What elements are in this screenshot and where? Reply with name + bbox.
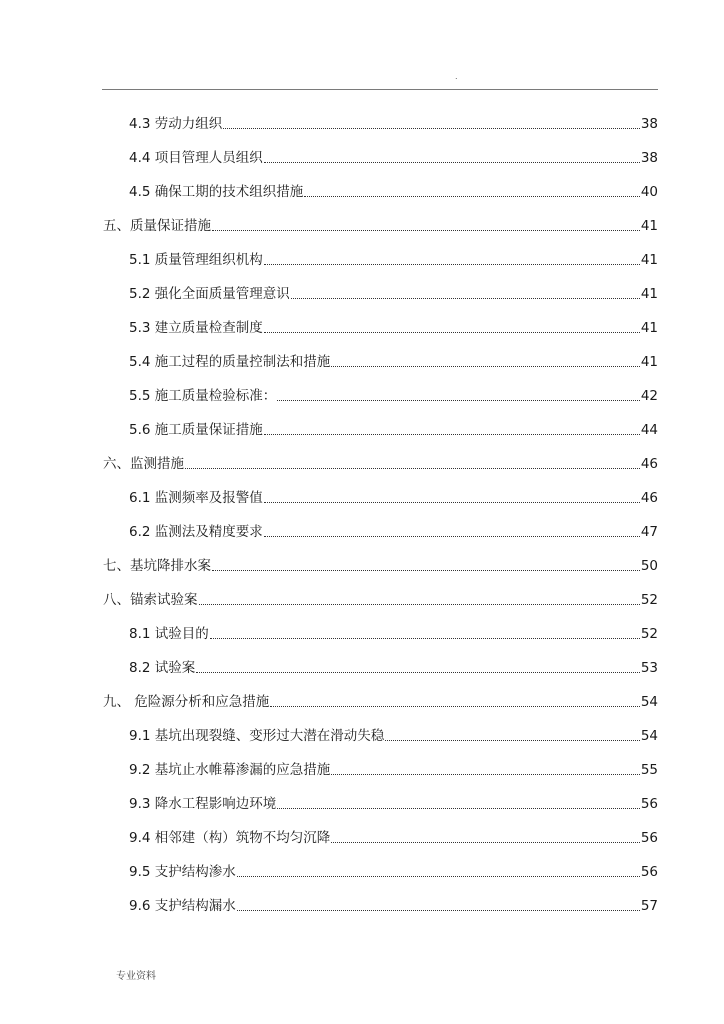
toc-entry-page-number: 42 [640,388,658,404]
toc-entry[interactable] [129,624,658,644]
toc-entry-page-number: 40 [640,184,658,200]
toc-entry[interactable] [129,862,658,882]
toc-entry-page-number: 41 [640,218,658,234]
toc-entry[interactable] [129,488,658,508]
toc-entry[interactable] [103,692,658,712]
toc-dot-leader [210,638,640,639]
toc-entry[interactable] [129,114,658,134]
toc-dot-leader [385,740,640,741]
toc-entry[interactable] [129,148,658,168]
toc-dot-leader [199,604,640,605]
toc-entry-page-number: 57 [640,898,658,914]
toc-entry[interactable] [129,250,658,270]
toc-entry-page-number: 46 [640,456,658,472]
toc-entry-title: 八、锚索试验案 [103,592,198,608]
toc-entry[interactable] [103,216,658,236]
toc-entry-page-number: 38 [640,150,658,166]
toc-dot-leader [304,196,640,197]
toc-entry[interactable] [129,896,658,916]
toc-entry-title: 4.5 确保工期的技术组织措施 [129,184,304,200]
toc-entry[interactable] [129,420,658,440]
toc-entry-page-number: 53 [640,660,658,676]
toc-entry-title: 4.4 项目管理人员组织 [129,150,263,166]
toc-dot-leader [237,910,640,911]
toc-dot-leader [212,570,640,571]
toc-entry[interactable] [103,556,658,576]
toc-entry-page-number: 52 [640,592,658,608]
toc-entry-title: 8.1 试验目的 [129,626,209,642]
toc-entry[interactable] [129,522,658,542]
toc-dot-leader [331,366,640,367]
toc-dot-leader [264,536,640,537]
toc-dot-leader [264,264,640,265]
toc-dot-leader [291,298,640,299]
toc-entry-title: 5.1 质量管理组织机构 [129,252,263,268]
toc-entry[interactable] [129,318,658,338]
toc-entry-page-number: 52 [640,626,658,642]
toc-entry-page-number: 50 [640,558,658,574]
toc-entry-title: 六、监测措施 [103,456,184,472]
toc-entry-title: 5.4 施工过程的质量控制法和措施 [129,354,331,370]
toc-entry[interactable] [103,454,658,474]
toc-entry[interactable] [129,352,658,372]
toc-entry[interactable] [129,658,658,678]
footer-label: 专业资料 [116,971,156,982]
toc-entry-page-number: 38 [640,116,658,132]
toc-dot-leader [270,706,640,707]
toc-dot-leader [264,332,640,333]
toc-entry[interactable] [129,386,658,406]
toc-entry-title: 5.6 施工质量保证措施 [129,422,263,438]
toc-entry-page-number: 47 [640,524,658,540]
toc-entry-title: 七、基坑降排水案 [103,558,211,574]
toc-dot-leader [212,230,640,231]
toc-entry[interactable] [129,794,658,814]
toc-entry[interactable] [129,760,658,780]
toc-dot-leader [185,468,640,469]
toc-entry-page-number: 56 [640,830,658,846]
toc-entry-page-number: 54 [640,728,658,744]
toc-entry-page-number: 56 [640,864,658,880]
toc-entry[interactable] [129,726,658,746]
toc-entry-title: 9.4 相邻建（构）筑物不均匀沉降 [129,830,331,846]
toc-entry-title: 5.2 强化全面质量管理意识 [129,286,290,302]
toc-entry[interactable] [129,182,658,202]
toc-dot-leader [277,808,640,809]
toc-dot-leader [264,502,640,503]
toc-entry-title: 9.5 支护结构渗水 [129,864,236,880]
toc-entry-title: 6.1 监测频率及报警值 [129,490,263,506]
toc-entry-page-number: 54 [640,694,658,710]
toc-entry-title: 6.2 监测法及精度要求 [129,524,263,540]
toc-entry-title: 9.1 基坑出现裂缝、变形过大潜在滑动失稳 [129,728,385,744]
toc-dot-leader [331,842,640,843]
toc-entry-page-number: 55 [640,762,658,778]
toc-entry-title: 五、质量保证措施 [103,218,211,234]
toc-dot-leader [264,434,640,435]
toc-entry-title: 5.5 施工质量检验标准： [129,388,277,404]
toc-entry-page-number: 41 [640,286,658,302]
toc-entry-page-number: 41 [640,252,658,268]
toc-entry-page-number: 46 [640,490,658,506]
toc-entry-title: 4.3 劳动力组织 [129,116,223,132]
toc-dot-leader [237,876,640,877]
toc-entry-title: 九、 危险源分析和应急措施 [103,694,270,710]
toc-dot-leader [264,162,640,163]
toc-entry-page-number: 44 [640,422,658,438]
toc-entry[interactable] [129,284,658,304]
toc-entry-title: 9.3 降水工程影响边环境 [129,796,277,812]
toc-entry-page-number: 56 [640,796,658,812]
toc-dot-leader [196,672,640,673]
toc-entry-title: 8.2 试验案 [129,660,196,676]
toc-dot-leader [223,128,640,129]
toc-entry[interactable] [103,590,658,610]
toc-entry[interactable] [129,828,658,848]
toc-entry-title: 9.2 基坑止水帷幕渗漏的应急措施 [129,762,331,778]
toc-entry-page-number: 41 [640,320,658,336]
header-mark: . [455,72,458,81]
toc-entry-page-number: 41 [640,354,658,370]
toc-entry-title: 5.3 建立质量检查制度 [129,320,263,336]
toc-dot-leader [277,400,640,401]
toc-entry-title: 9.6 支护结构漏水 [129,898,236,914]
toc-dot-leader [331,774,640,775]
